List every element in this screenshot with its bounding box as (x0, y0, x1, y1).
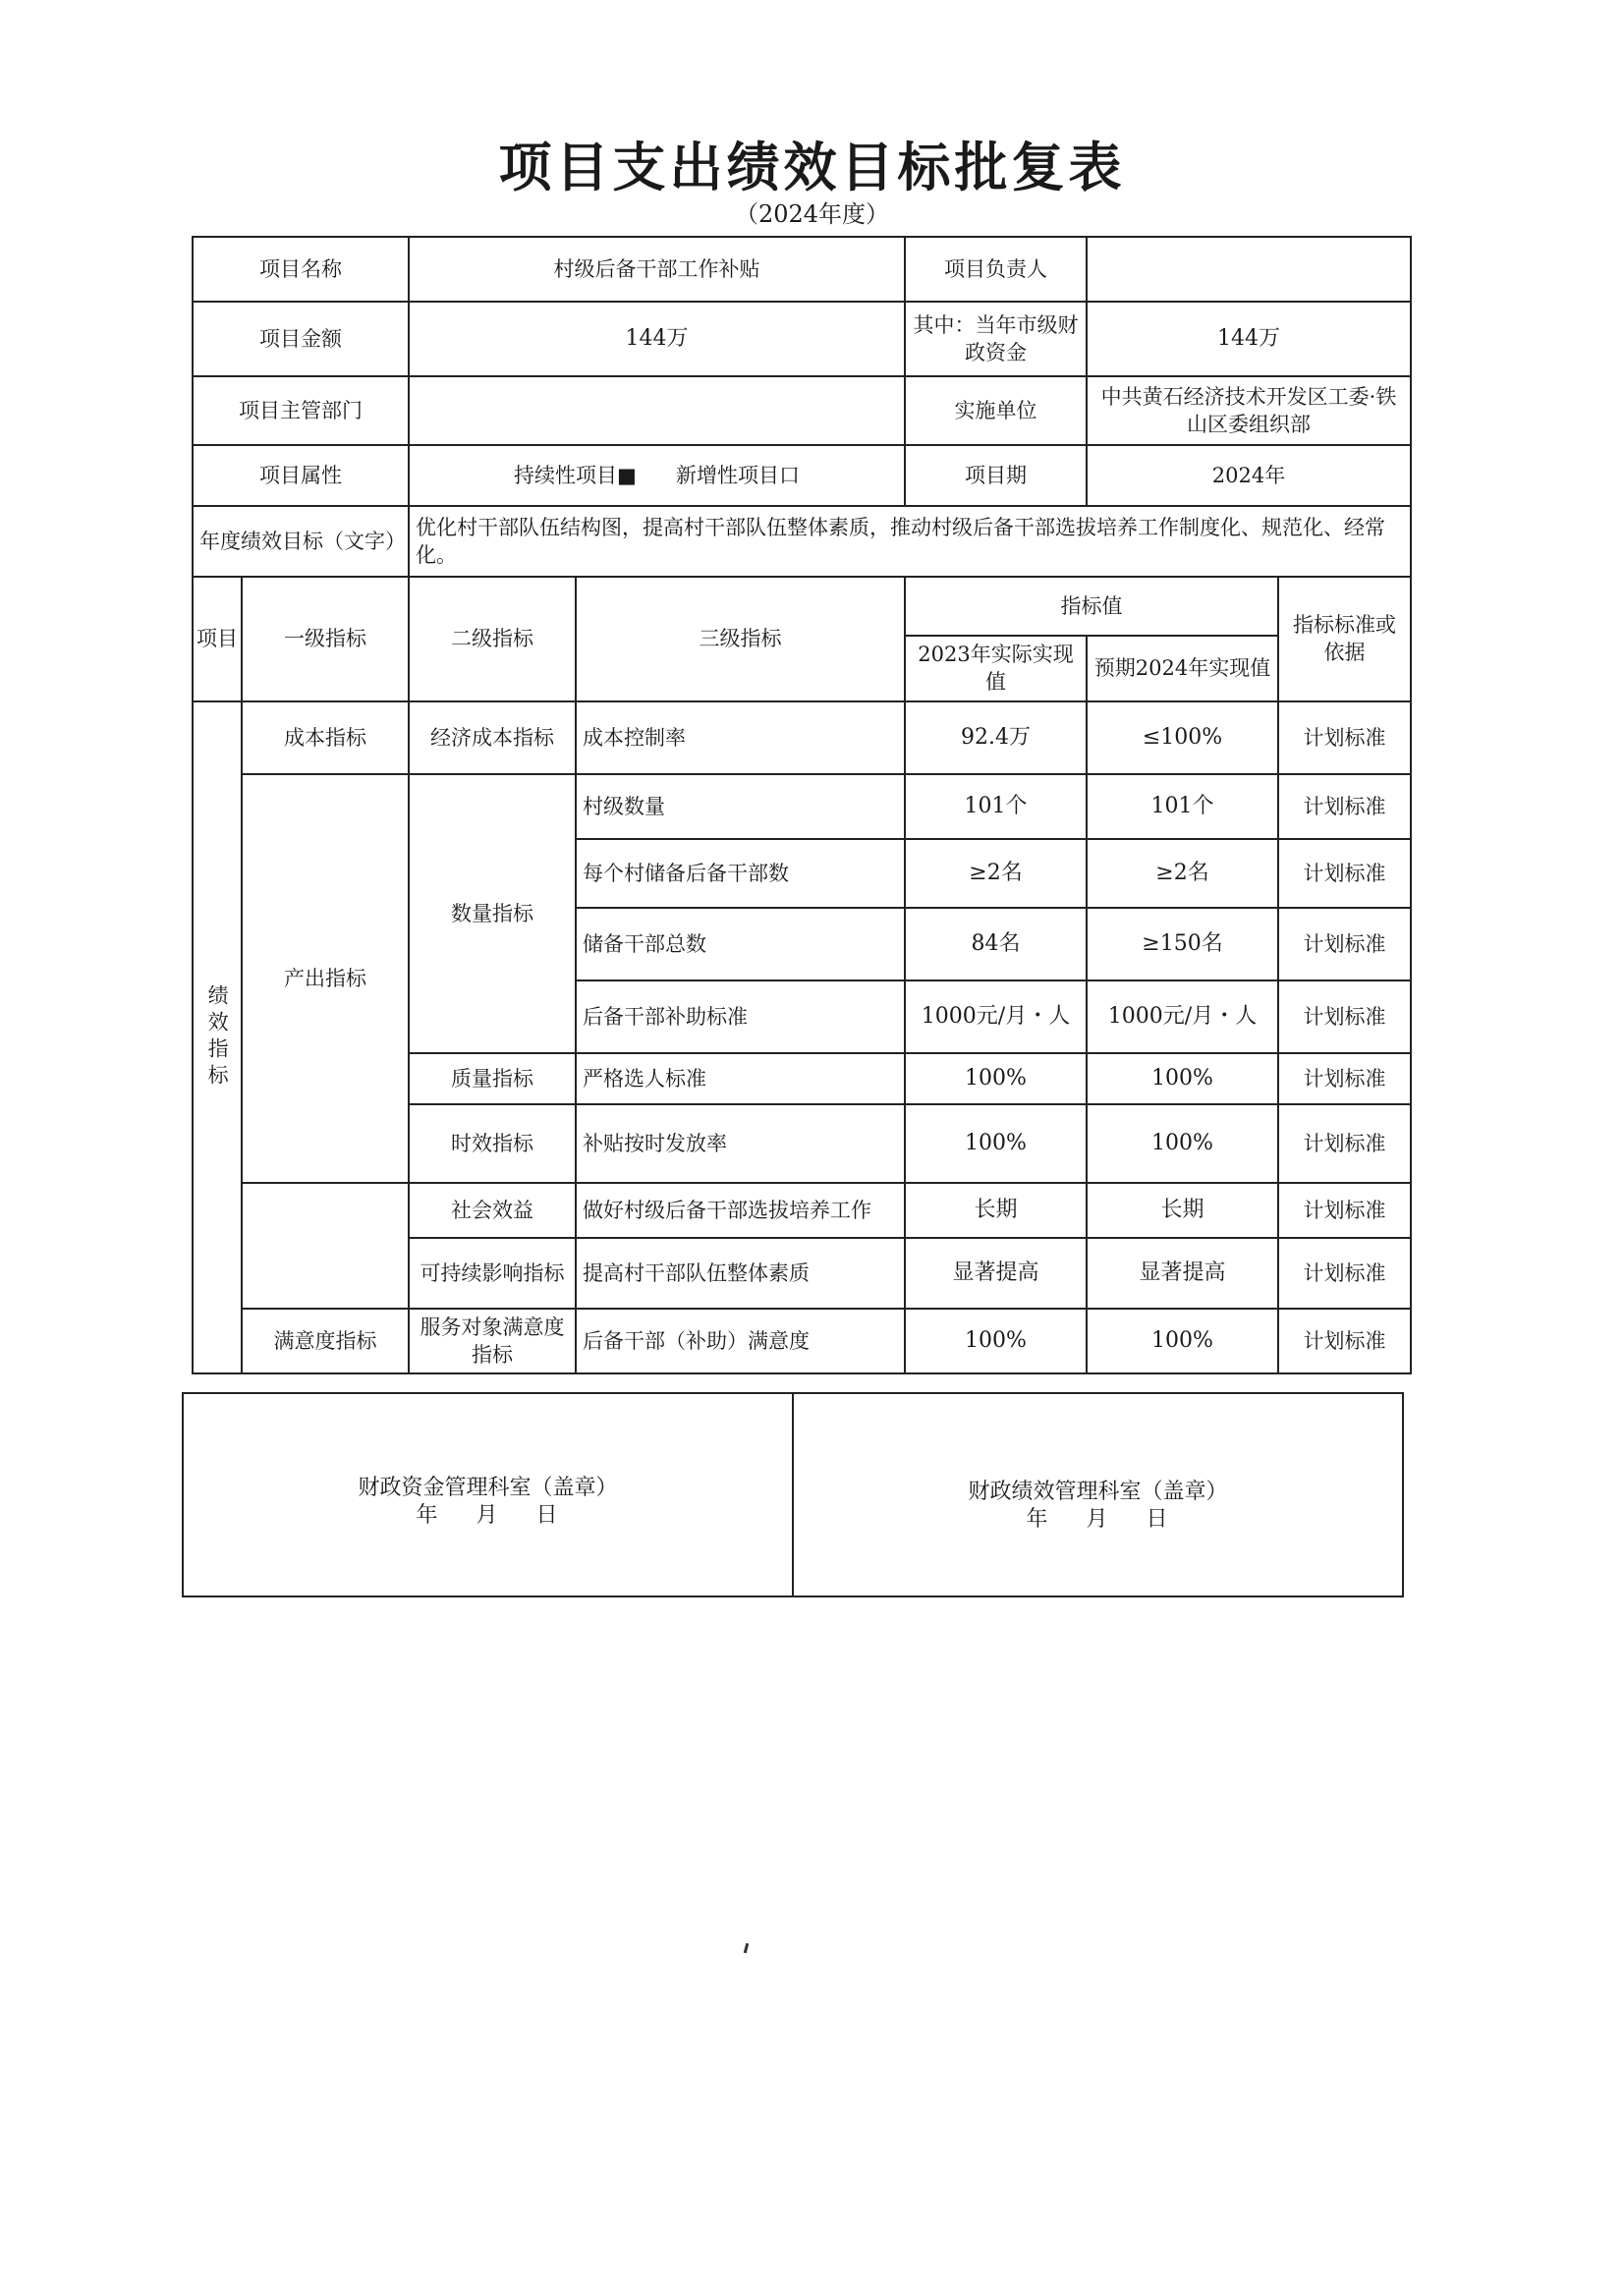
table-row (193, 1183, 1411, 1238)
level2-cell: 数量指标 (409, 774, 576, 1053)
month-label: 月 (1086, 1507, 1110, 1532)
value-2023-cell: 1000元/月・人 (905, 980, 1087, 1053)
col-value-header: 指标值 (905, 577, 1278, 636)
impl-label: 实施单位 (905, 376, 1087, 445)
fund-management-date (184, 1498, 792, 1529)
value-2023-cell: 长期 (905, 1183, 1087, 1238)
value-2024-cell: 显著提高 (1087, 1238, 1278, 1309)
level3-cell: 提高村干部队伍整体素质 (576, 1238, 905, 1309)
basis-cell: 计划标准 (1278, 839, 1411, 908)
level3-cell: 成本控制率 (576, 701, 905, 774)
table-row (193, 701, 1411, 774)
value-2023-cell: 显著提高 (905, 1238, 1087, 1309)
basis-cell: 计划标准 (1278, 908, 1411, 980)
year-label: 年 (416, 1503, 440, 1528)
fund-management-label: 财政资金管理科室（盖章） (358, 1476, 618, 1500)
basis-cell: 计划标准 (1278, 1309, 1411, 1374)
level3-cell: 村级数量 (576, 774, 905, 839)
row-project-name (193, 237, 1411, 302)
indicator-header-row-1 (193, 577, 1411, 636)
period-label: 项目期 (905, 445, 1087, 506)
impl-value: 中共黄石经济技术开发区工委·铁山区委组织部 (1087, 376, 1411, 445)
level3-cell: 后备干部（补助）满意度 (576, 1309, 905, 1374)
level3-cell: 每个村储备后备干部数 (576, 839, 905, 908)
level2-cell: 时效指标 (409, 1104, 576, 1183)
level2-cell: 经济成本指标 (409, 701, 576, 774)
side-label: 绩效指标 (205, 984, 230, 1092)
value-2024-cell: 长期 (1087, 1183, 1278, 1238)
basis-cell: 计划标准 (1278, 1053, 1411, 1104)
table-row (193, 1309, 1411, 1374)
city-fund-label: 其中：当年市级财政资金 (905, 302, 1087, 376)
level1-cell: 产出指标 (242, 774, 409, 1183)
side-label-cell (193, 701, 242, 1374)
fund-management-signature (184, 1394, 792, 1595)
value-2023-cell: 100% (905, 1104, 1087, 1183)
project-name-label: 项目名称 (193, 237, 409, 302)
leader-value (1087, 237, 1411, 302)
col-level3-header: 三级指标 (576, 577, 905, 701)
value-2023-cell: ≥2名 (905, 839, 1087, 908)
level1-cell: 成本指标 (242, 701, 409, 774)
city-fund-value: 144万 (1087, 302, 1411, 376)
level3-cell: 后备干部补助标准 (576, 980, 905, 1053)
value-2024-cell: 101个 (1087, 774, 1278, 839)
value-2024-cell: ≥2名 (1087, 839, 1278, 908)
basis-cell: 计划标准 (1278, 701, 1411, 774)
basis-cell: 计划标准 (1278, 980, 1411, 1053)
basis-cell: 计划标准 (1278, 1238, 1411, 1309)
level3-cell: 做好村级后备干部选拔培养工作 (576, 1183, 905, 1238)
col-2023-header: 2023年实际实现值 (905, 636, 1087, 701)
value-2023-cell: 92.4万 (905, 701, 1087, 774)
table-row (193, 774, 1411, 839)
col-item-header: 项目 (193, 577, 242, 701)
level3-cell: 储备干部总数 (576, 908, 905, 980)
value-2024-cell: 1000元/月・人 (1087, 980, 1278, 1053)
amount-label: 项目金额 (193, 302, 409, 376)
level2-cell: 质量指标 (409, 1053, 576, 1104)
signature-area (182, 1392, 1404, 1597)
basis-cell: 计划标准 (1278, 1104, 1411, 1183)
row-attr (193, 445, 1411, 506)
performance-management-date (794, 1502, 1402, 1533)
leader-label: 项目负责人 (905, 237, 1087, 302)
dept-value (409, 376, 905, 445)
approval-table (192, 236, 1412, 1374)
scan-speck (744, 1943, 749, 1953)
level1-cell (242, 1183, 409, 1309)
page-subtitle: （2024年度） (734, 200, 890, 228)
level2-cell: 服务对象满意度指标 (409, 1309, 576, 1374)
col-level2-header: 二级指标 (409, 577, 576, 701)
day-label: 日 (1146, 1507, 1170, 1532)
value-2023-cell: 100% (905, 1053, 1087, 1104)
level2-cell: 社会效益 (409, 1183, 576, 1238)
attr-label: 项目属性 (193, 445, 409, 506)
row-amount (193, 302, 1411, 376)
level3-cell: 严格选人标准 (576, 1053, 905, 1104)
attr-value: 持续性项目■ 新增性项目口 (409, 445, 905, 506)
level2-cell: 可持续影响指标 (409, 1238, 576, 1309)
value-2024-cell: ≥150名 (1087, 908, 1278, 980)
value-2023-cell: 101个 (905, 774, 1087, 839)
row-goal (193, 506, 1411, 577)
month-label: 月 (476, 1503, 500, 1528)
value-2024-cell: 100% (1087, 1309, 1278, 1374)
col-2024-header: 预期2024年实现值 (1087, 636, 1278, 701)
value-2024-cell: 100% (1087, 1104, 1278, 1183)
basis-cell: 计划标准 (1278, 774, 1411, 839)
dept-label: 项目主管部门 (193, 376, 409, 445)
goal-label: 年度绩效目标（文字） (193, 506, 409, 577)
goal-value: 优化村干部队伍结构图，提高村干部队伍整体素质，推动村级后备干部选拔培养工作制度化、规范化、经常化。 (409, 506, 1411, 577)
value-2024-cell: ≤100% (1087, 701, 1278, 774)
performance-management-label: 财政绩效管理科室（盖章） (968, 1480, 1228, 1504)
project-name-value: 村级后备干部工作补贴 (409, 237, 905, 302)
year-label: 年 (1026, 1507, 1050, 1532)
basis-cell: 计划标准 (1278, 1183, 1411, 1238)
performance-management-signature (792, 1394, 1402, 1595)
page-title: 项目支出绩效目标批复表 (498, 136, 1126, 198)
col-level1-header: 一级指标 (242, 577, 409, 701)
row-dept (193, 376, 1411, 445)
col-basis-header: 指标标准或依据 (1278, 577, 1411, 701)
value-2023-cell: 100% (905, 1309, 1087, 1374)
level3-cell: 补贴按时发放率 (576, 1104, 905, 1183)
value-2024-cell: 100% (1087, 1053, 1278, 1104)
amount-value: 144万 (409, 302, 905, 376)
level1-cell: 满意度指标 (242, 1309, 409, 1374)
value-2023-cell: 84名 (905, 908, 1087, 980)
period-value: 2024年 (1087, 445, 1411, 506)
day-label: 日 (535, 1503, 560, 1528)
